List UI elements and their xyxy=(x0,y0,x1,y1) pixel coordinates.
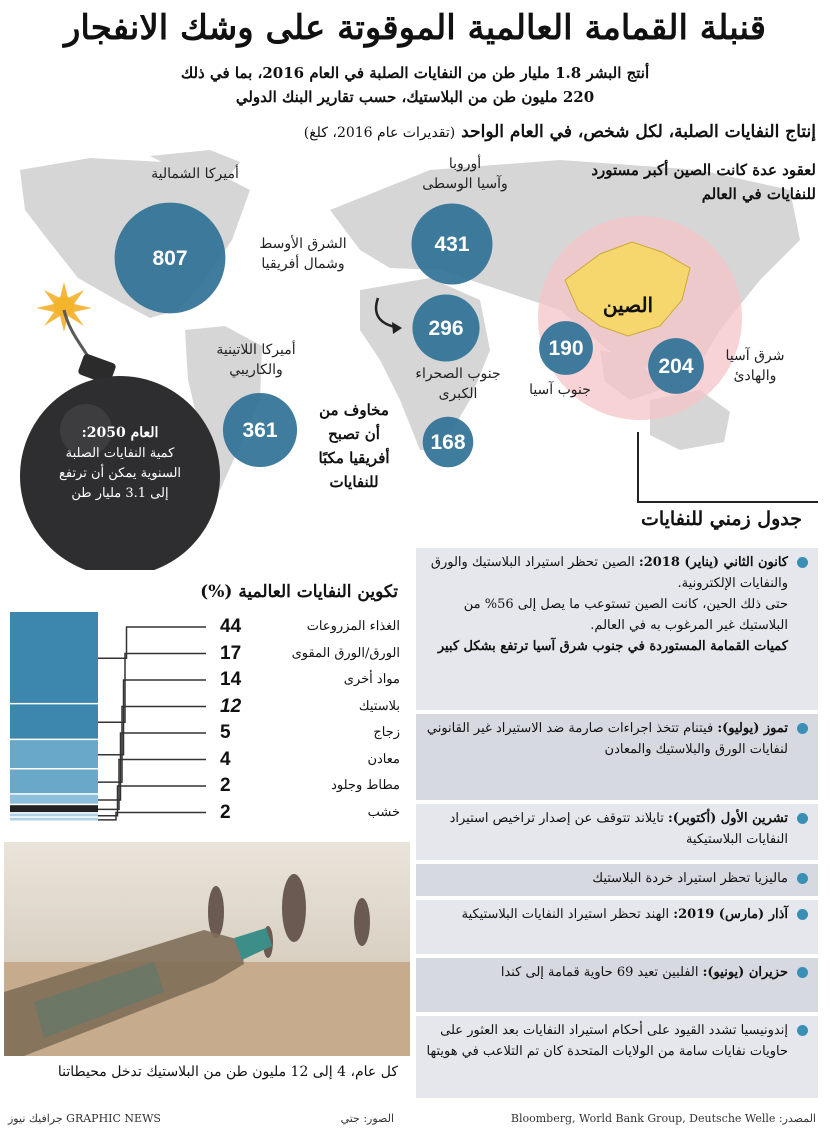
composition-segment xyxy=(10,795,98,804)
composition-row xyxy=(220,643,400,665)
timeline-date: آذار (مارس) 2019: xyxy=(673,907,788,922)
bubble-4 xyxy=(423,417,474,468)
label-north-america: أميركا الشمالية xyxy=(151,166,239,182)
page-title: قنبلة القمامة العالمية الموقوتة على وشك الانفجار xyxy=(63,8,766,48)
composition-value: 17 xyxy=(220,642,242,664)
timeline-dot-icon xyxy=(797,1025,808,1036)
timeline-dot-icon xyxy=(797,813,808,824)
composition-value: 2 xyxy=(220,775,231,796)
map-heading-note: (تقديرات عام 2016، كلغ) xyxy=(303,125,456,141)
label-ssa xyxy=(408,364,508,404)
composition-leader-line xyxy=(98,707,206,783)
composition-label: بلاستيك xyxy=(358,698,400,714)
timeline-item xyxy=(416,714,818,800)
timeline-dot-icon xyxy=(797,967,808,978)
label-ssa-1: جنوب الصحراء xyxy=(415,366,501,382)
timeline-dot-icon xyxy=(797,557,808,568)
timeline-text: الهند تحظر استيراد النفايات البلاستيكية xyxy=(461,907,670,922)
label-mena xyxy=(248,234,358,274)
timeline-text: تايلاند تتوقف عن إصدار تراخيص استيراد النفايات البلاستيكية xyxy=(449,811,788,847)
footer-brand: GRAPHIC NEWS جرافيك نيوز xyxy=(8,1112,161,1125)
timeline-text: ماليزيا تحظر استيراد خردة البلاستيك xyxy=(592,871,788,886)
beach-photo xyxy=(4,842,410,1056)
composition-segment xyxy=(10,814,98,817)
composition-title: تكوين النفايات العالمية (%) xyxy=(200,582,398,602)
composition-label: معادن xyxy=(367,751,400,767)
composition-row xyxy=(220,802,400,824)
timeline-item xyxy=(416,958,818,1012)
label-mena-2: وشمال أفريقيا xyxy=(261,256,345,272)
label-europe-1: أوروبا xyxy=(448,156,482,172)
composition-segment xyxy=(10,818,98,821)
timeline-item xyxy=(416,548,818,710)
composition-segment xyxy=(10,704,98,738)
composition-value: 5 xyxy=(220,722,231,743)
composition-value: 12 xyxy=(220,695,242,717)
composition-label: مواد أخرى xyxy=(343,672,400,687)
africa-note: مخاوف من أن تصبح أفريقيا مكبًا للنفايات xyxy=(318,401,390,491)
footer-source: المصدر: Bloomberg, World Bank Group, Deutsche Welle xyxy=(510,1112,816,1125)
timeline-dot-icon xyxy=(797,873,808,884)
bubble-6 xyxy=(648,338,704,394)
timeline-dot-icon xyxy=(797,909,808,920)
composition-segment xyxy=(10,740,98,768)
timeline-date: تشرين الأول (أكتوبر): xyxy=(667,811,788,826)
composition-segment xyxy=(10,805,98,812)
china-note: لعقود عدة كانت الصين أكبر مستورد للنفايات في العالم xyxy=(591,161,816,203)
label-east-asia-1: شرق آسيا xyxy=(725,348,785,364)
bubble-5 xyxy=(539,321,593,375)
label-ssa-2: الكبرى xyxy=(438,386,478,402)
composition-value: 14 xyxy=(220,669,242,690)
timeline-date: كانون الثاني (يناير) 2018: xyxy=(638,555,788,570)
timeline-heading: جدول زمني للنفايات xyxy=(640,508,802,530)
timeline-bold: كميات القمامة المستوردة في جنوب شرق آسيا ترتفع بشكل كبير xyxy=(437,639,788,654)
timeline-item xyxy=(416,1016,818,1098)
composition-row xyxy=(220,696,400,718)
composition-label: الغذاء المزروعات xyxy=(306,619,400,634)
composition-leader-line xyxy=(98,760,206,810)
composition-label: مطاط وجلود xyxy=(331,778,400,793)
label-latam-1: أميركا اللاتينية xyxy=(216,342,296,358)
bubble-value: 296 xyxy=(428,317,464,340)
timeline-date: تموز (يوليو): xyxy=(717,721,788,736)
bubble-value: 168 xyxy=(430,431,466,454)
bomb-year: العام 2050: xyxy=(81,425,159,441)
map-heading-text: إنتاج النفايات الصلبة، لكل شخص، في العام الواحد xyxy=(461,122,816,142)
composition-bars xyxy=(8,612,208,836)
timeline-date: حزيران (يونيو): xyxy=(702,965,788,980)
photo-caption: كل عام، 4 إلى 12 مليون طن من البلاستيك تدخل محيطاتنا xyxy=(57,1064,398,1080)
label-latam-2: والكاريبي xyxy=(229,362,283,378)
timeline-extra: حتى ذلك الحين، كانت الصين تستوعب ما يصل إلى 56% من البلاستيك غير المرغوب به في العالم. xyxy=(463,597,788,633)
bubble-value: 204 xyxy=(658,355,694,378)
composition-leader-line xyxy=(98,733,206,800)
label-europe-2: وآسيا الوسطى xyxy=(422,176,508,192)
china-label: الصين xyxy=(602,293,654,317)
timeline-text: الفلبين تعيد 69 حاوية قمامة إلى كندا xyxy=(500,965,699,980)
composition-label: الورق/الورق المقوى xyxy=(291,645,400,661)
composition-row xyxy=(220,669,400,691)
composition-value: 44 xyxy=(220,616,242,637)
composition-leader-line xyxy=(98,680,206,755)
composition-leader-line xyxy=(98,654,206,723)
bubble-value: 361 xyxy=(242,419,278,442)
label-mena-1: الشرق الأوسط xyxy=(259,236,347,252)
timeline-item xyxy=(416,864,818,896)
composition-segment xyxy=(10,612,98,703)
bubble-value: 807 xyxy=(152,247,188,270)
composition-row xyxy=(220,775,400,797)
bubble-1 xyxy=(412,204,493,285)
timeline-text: الصين تحظر استيراد البلاستيك والورق والنفايات الإلكترونية. xyxy=(430,555,788,591)
subtitle-line-1: أنتج البشر 1.8 مليار طن من النفايات الصلبة في العام 2016، بما في ذلك xyxy=(180,64,650,82)
label-east-asia xyxy=(700,346,810,386)
bubble-3 xyxy=(223,393,297,467)
composition-value: 4 xyxy=(220,748,231,770)
label-east-asia-2: والهادئ xyxy=(733,368,777,384)
composition-value: 2 xyxy=(220,801,231,823)
label-europe xyxy=(410,154,520,194)
composition-row xyxy=(220,722,400,744)
bomb-text xyxy=(48,423,192,504)
bomb-body-text: كمية النفايات الصلبة السنوية يمكن أن ترتفع إلى 3.1 مليار طن xyxy=(58,446,182,501)
timeline-item xyxy=(416,804,818,860)
composition-segment xyxy=(10,770,98,794)
composition-label: زجاج xyxy=(373,725,400,740)
label-south-asia: جنوب آسيا xyxy=(529,382,591,398)
map-heading xyxy=(304,122,816,142)
timeline-text: إندونيسيا تشدد القيود على أحكام استيراد النفايات بعد العثور على حاويات نفايات سامة من الولايات المتحدة كان تم التلاعب في هويتها xyxy=(426,1023,788,1059)
composition-row xyxy=(220,616,400,638)
composition-leader-line xyxy=(98,786,206,816)
bubble-value: 190 xyxy=(548,337,584,360)
bubble-2 xyxy=(412,294,479,361)
subtitle-line-2: 220 مليون طن من البلاستيك، حسب تقارير البنك الدولي xyxy=(235,88,595,106)
spark-icon xyxy=(36,282,92,332)
timeline-dot-icon xyxy=(797,723,808,734)
timeline-text: فيتنام تتخذ اجراءات صارمة ضد الاستيراد غير القانوني لنفايات الورق والبلاستيك والمعادن xyxy=(426,721,788,757)
bubble-value: 431 xyxy=(434,233,470,256)
composition-row xyxy=(220,749,400,771)
composition-label: خشب xyxy=(367,804,400,820)
timeline-item xyxy=(416,900,818,954)
footer-photo-credit: الصور: جتي xyxy=(340,1112,394,1125)
